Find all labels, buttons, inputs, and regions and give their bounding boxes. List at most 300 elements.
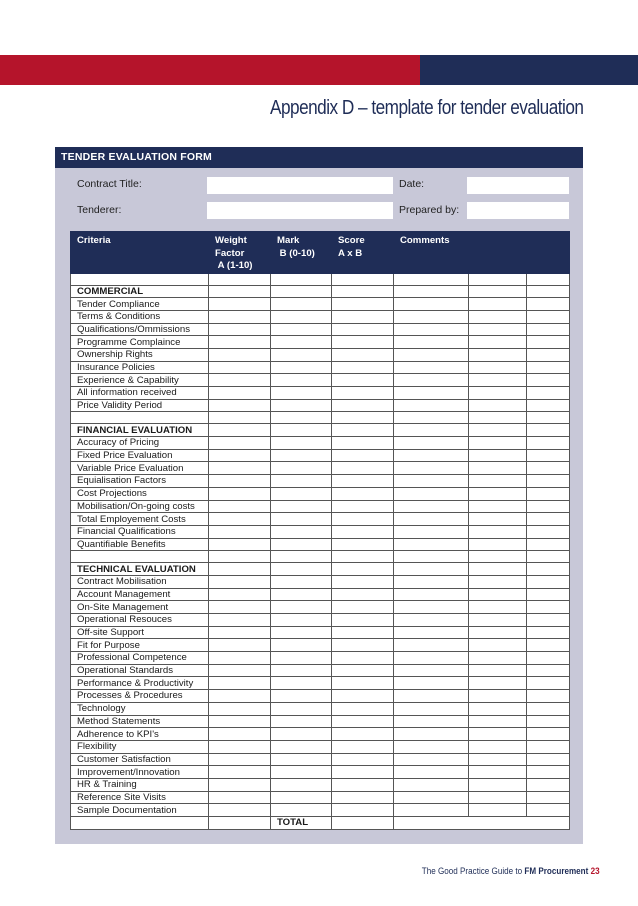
- table-row: [71, 513, 570, 526]
- input-cell[interactable]: [332, 690, 394, 703]
- input-cell[interactable]: [209, 575, 271, 588]
- input-cell[interactable]: [527, 525, 570, 538]
- input-cell[interactable]: [527, 551, 570, 563]
- input-cell[interactable]: [332, 475, 394, 488]
- input-cell[interactable]: [469, 374, 527, 387]
- input-cell[interactable]: [469, 614, 527, 627]
- input-cell[interactable]: [527, 449, 570, 462]
- prepared-by-field[interactable]: [467, 202, 569, 219]
- input-cell[interactable]: [332, 626, 394, 639]
- criteria-label: Professional Competence: [71, 652, 209, 665]
- input-cell[interactable]: [271, 399, 332, 412]
- input-cell[interactable]: [527, 791, 570, 804]
- input-cell[interactable]: [469, 348, 527, 361]
- input-cell[interactable]: [527, 285, 570, 298]
- input-cell[interactable]: [271, 336, 332, 349]
- table-row: [71, 399, 570, 412]
- input-cell[interactable]: [527, 626, 570, 639]
- input-cell[interactable]: [469, 500, 527, 513]
- input-cell[interactable]: [469, 766, 527, 779]
- input-cell[interactable]: [469, 715, 527, 728]
- input-cell[interactable]: [527, 601, 570, 614]
- input-cell[interactable]: [527, 437, 570, 450]
- input-cell[interactable]: [527, 323, 570, 336]
- input-cell[interactable]: [332, 310, 394, 323]
- input-cell[interactable]: [332, 500, 394, 513]
- table-row: [71, 348, 570, 361]
- input-cell[interactable]: [394, 753, 469, 766]
- input-cell[interactable]: [332, 804, 394, 817]
- input-cell[interactable]: [271, 778, 332, 791]
- input-cell[interactable]: [394, 412, 469, 424]
- table-row: [71, 336, 570, 349]
- input-cell[interactable]: [271, 575, 332, 588]
- input-cell[interactable]: [527, 740, 570, 753]
- input-cell[interactable]: [527, 310, 570, 323]
- input-cell[interactable]: [209, 475, 271, 488]
- input-cell[interactable]: [527, 753, 570, 766]
- input-cell[interactable]: [209, 626, 271, 639]
- input-cell[interactable]: [527, 424, 570, 437]
- input-cell[interactable]: [209, 336, 271, 349]
- input-cell[interactable]: [271, 348, 332, 361]
- input-cell[interactable]: [469, 575, 527, 588]
- input-cell[interactable]: [394, 778, 469, 791]
- input-cell[interactable]: [332, 323, 394, 336]
- criteria-label: Terms & Conditions: [71, 310, 209, 323]
- input-cell[interactable]: [271, 766, 332, 779]
- input-cell[interactable]: [332, 387, 394, 400]
- input-cell[interactable]: [527, 374, 570, 387]
- input-cell[interactable]: [527, 538, 570, 551]
- input-cell[interactable]: [209, 690, 271, 703]
- input-cell[interactable]: [332, 614, 394, 627]
- input-cell[interactable]: [394, 614, 469, 627]
- input-cell[interactable]: [209, 778, 271, 791]
- input-cell[interactable]: [394, 626, 469, 639]
- input-cell[interactable]: [271, 298, 332, 311]
- input-cell[interactable]: [469, 588, 527, 601]
- input-cell[interactable]: [394, 273, 469, 285]
- input-cell[interactable]: [469, 690, 527, 703]
- input-cell[interactable]: [527, 412, 570, 424]
- input-cell[interactable]: [394, 500, 469, 513]
- input-cell[interactable]: [394, 652, 469, 665]
- input-cell[interactable]: [469, 728, 527, 741]
- input-cell[interactable]: [394, 285, 469, 298]
- input-cell[interactable]: [469, 323, 527, 336]
- input-cell[interactable]: [469, 437, 527, 450]
- input-cell[interactable]: [469, 462, 527, 475]
- header-criteria: Criteria: [71, 232, 209, 274]
- table-row: [71, 323, 570, 336]
- input-cell[interactable]: [394, 690, 469, 703]
- section-title: COMMERCIAL: [71, 285, 209, 298]
- input-cell[interactable]: [527, 475, 570, 488]
- input-cell[interactable]: [394, 348, 469, 361]
- input-cell[interactable]: [527, 639, 570, 652]
- input-cell[interactable]: [209, 563, 271, 576]
- input-cell[interactable]: [271, 753, 332, 766]
- total-score-cell[interactable]: [332, 817, 394, 830]
- input-cell[interactable]: [527, 348, 570, 361]
- input-cell[interactable]: [332, 766, 394, 779]
- input-cell[interactable]: [271, 500, 332, 513]
- input-cell[interactable]: [209, 412, 271, 424]
- input-cell[interactable]: [271, 387, 332, 400]
- input-cell[interactable]: [271, 601, 332, 614]
- input-cell[interactable]: [527, 487, 570, 500]
- input-cell[interactable]: [209, 551, 271, 563]
- input-cell[interactable]: [394, 424, 469, 437]
- input-cell[interactable]: [332, 588, 394, 601]
- input-cell[interactable]: [469, 361, 527, 374]
- table-row: [71, 740, 570, 753]
- input-cell[interactable]: [469, 285, 527, 298]
- input-cell[interactable]: [527, 500, 570, 513]
- input-cell[interactable]: [271, 449, 332, 462]
- input-cell[interactable]: [332, 778, 394, 791]
- input-cell[interactable]: [209, 361, 271, 374]
- input-cell[interactable]: [209, 387, 271, 400]
- table-row: [71, 298, 570, 311]
- input-cell[interactable]: [209, 614, 271, 627]
- input-cell[interactable]: [332, 361, 394, 374]
- table-header-row: [71, 232, 570, 274]
- input-cell[interactable]: [332, 513, 394, 526]
- input-cell[interactable]: [209, 500, 271, 513]
- input-cell[interactable]: [271, 563, 332, 576]
- input-cell[interactable]: [209, 424, 271, 437]
- input-cell[interactable]: [527, 728, 570, 741]
- input-cell[interactable]: [209, 525, 271, 538]
- input-cell[interactable]: [394, 563, 469, 576]
- input-cell[interactable]: [209, 462, 271, 475]
- input-cell[interactable]: [394, 664, 469, 677]
- table-row: [71, 575, 570, 588]
- input-cell[interactable]: [527, 804, 570, 817]
- input-cell[interactable]: [469, 475, 527, 488]
- input-cell[interactable]: [271, 437, 332, 450]
- input-cell[interactable]: [271, 614, 332, 627]
- input-cell[interactable]: [394, 513, 469, 526]
- input-cell[interactable]: [209, 702, 271, 715]
- input-cell[interactable]: [332, 336, 394, 349]
- contract-title-field[interactable]: [207, 177, 393, 194]
- input-cell[interactable]: [209, 437, 271, 450]
- input-cell[interactable]: [527, 702, 570, 715]
- input-cell[interactable]: [394, 715, 469, 728]
- input-cell[interactable]: [394, 310, 469, 323]
- input-cell[interactable]: [271, 412, 332, 424]
- input-cell[interactable]: [332, 728, 394, 741]
- input-cell[interactable]: [271, 715, 332, 728]
- table-row: [71, 652, 570, 665]
- input-cell[interactable]: [209, 652, 271, 665]
- input-cell[interactable]: [527, 336, 570, 349]
- input-cell[interactable]: [332, 412, 394, 424]
- input-cell[interactable]: [394, 538, 469, 551]
- input-cell[interactable]: [469, 677, 527, 690]
- input-cell[interactable]: [271, 323, 332, 336]
- input-cell[interactable]: [209, 677, 271, 690]
- input-cell[interactable]: [209, 348, 271, 361]
- input-cell[interactable]: [332, 677, 394, 690]
- input-cell[interactable]: [469, 449, 527, 462]
- input-cell[interactable]: [394, 702, 469, 715]
- input-cell[interactable]: [209, 538, 271, 551]
- input-cell[interactable]: [332, 740, 394, 753]
- form-header: TENDER EVALUATION FORM: [55, 147, 583, 168]
- input-cell[interactable]: [527, 513, 570, 526]
- input-cell[interactable]: [332, 374, 394, 387]
- input-cell[interactable]: [271, 551, 332, 563]
- criteria-label: Ownership Rights: [71, 348, 209, 361]
- input-cell[interactable]: [469, 424, 527, 437]
- input-cell[interactable]: [469, 399, 527, 412]
- input-cell[interactable]: [394, 374, 469, 387]
- input-cell[interactable]: [271, 361, 332, 374]
- input-cell[interactable]: [209, 740, 271, 753]
- input-cell[interactable]: [527, 652, 570, 665]
- input-cell[interactable]: [527, 462, 570, 475]
- input-cell[interactable]: [527, 778, 570, 791]
- contract-title-label: Contract Title:: [77, 178, 142, 190]
- input-cell[interactable]: [271, 702, 332, 715]
- input-cell[interactable]: [271, 273, 332, 285]
- input-cell[interactable]: [332, 563, 394, 576]
- input-cell[interactable]: [209, 601, 271, 614]
- tenderer-field[interactable]: [207, 202, 393, 219]
- input-cell[interactable]: [209, 804, 271, 817]
- input-cell[interactable]: [271, 626, 332, 639]
- input-cell[interactable]: [209, 715, 271, 728]
- input-cell[interactable]: [469, 310, 527, 323]
- input-cell[interactable]: [209, 639, 271, 652]
- input-cell[interactable]: [394, 475, 469, 488]
- input-cell[interactable]: [469, 525, 527, 538]
- input-cell[interactable]: [332, 791, 394, 804]
- input-cell[interactable]: [394, 437, 469, 450]
- input-cell[interactable]: [209, 513, 271, 526]
- input-cell[interactable]: [209, 323, 271, 336]
- input-cell[interactable]: [394, 588, 469, 601]
- input-cell[interactable]: [394, 791, 469, 804]
- input-cell[interactable]: [469, 740, 527, 753]
- input-cell[interactable]: [469, 513, 527, 526]
- input-cell[interactable]: [271, 677, 332, 690]
- input-cell[interactable]: [209, 273, 271, 285]
- input-cell[interactable]: [394, 766, 469, 779]
- input-cell[interactable]: [332, 449, 394, 462]
- input-cell[interactable]: [527, 399, 570, 412]
- input-cell[interactable]: [469, 487, 527, 500]
- input-cell[interactable]: [527, 575, 570, 588]
- input-cell[interactable]: [332, 664, 394, 677]
- table-row: [71, 588, 570, 601]
- input-cell[interactable]: [271, 487, 332, 500]
- input-cell[interactable]: [271, 804, 332, 817]
- input-cell[interactable]: [332, 437, 394, 450]
- input-cell[interactable]: [394, 487, 469, 500]
- input-cell[interactable]: [209, 310, 271, 323]
- input-cell[interactable]: [209, 399, 271, 412]
- input-cell[interactable]: [209, 285, 271, 298]
- input-cell[interactable]: [527, 690, 570, 703]
- input-cell[interactable]: [209, 588, 271, 601]
- table-row: [71, 310, 570, 323]
- input-cell[interactable]: [527, 664, 570, 677]
- input-cell[interactable]: [469, 639, 527, 652]
- input-cell[interactable]: [209, 728, 271, 741]
- input-cell[interactable]: [469, 273, 527, 285]
- input-cell[interactable]: [394, 399, 469, 412]
- criteria-label: Financial Qualifications: [71, 525, 209, 538]
- input-cell[interactable]: [271, 475, 332, 488]
- input-cell[interactable]: [332, 715, 394, 728]
- section-row-technical: [71, 563, 570, 576]
- input-cell[interactable]: [469, 551, 527, 563]
- input-cell[interactable]: [527, 614, 570, 627]
- input-cell[interactable]: [332, 575, 394, 588]
- input-cell[interactable]: [332, 285, 394, 298]
- input-cell[interactable]: [527, 563, 570, 576]
- criteria-label: Fixed Price Evaluation: [71, 449, 209, 462]
- input-cell[interactable]: [469, 778, 527, 791]
- input-cell[interactable]: [469, 336, 527, 349]
- total-comments-cell[interactable]: [394, 817, 570, 830]
- input-cell[interactable]: [332, 273, 394, 285]
- input-cell[interactable]: [332, 753, 394, 766]
- input-cell[interactable]: [271, 525, 332, 538]
- input-cell[interactable]: [469, 601, 527, 614]
- input-cell[interactable]: [271, 538, 332, 551]
- table-row: [71, 437, 570, 450]
- input-cell[interactable]: [332, 639, 394, 652]
- input-cell[interactable]: [527, 298, 570, 311]
- criteria-label: Technology: [71, 702, 209, 715]
- input-cell[interactable]: [394, 804, 469, 817]
- input-cell[interactable]: [394, 525, 469, 538]
- section-title: FINANCIAL EVALUATION: [71, 424, 209, 437]
- input-cell[interactable]: [469, 753, 527, 766]
- date-field[interactable]: [467, 177, 569, 194]
- input-cell[interactable]: [332, 652, 394, 665]
- input-cell[interactable]: [209, 791, 271, 804]
- input-cell[interactable]: [332, 538, 394, 551]
- table-row: [71, 728, 570, 741]
- input-cell[interactable]: [394, 551, 469, 563]
- input-cell[interactable]: [394, 361, 469, 374]
- criteria-label: Off-site Support: [71, 626, 209, 639]
- input-cell[interactable]: [527, 361, 570, 374]
- input-cell[interactable]: [469, 387, 527, 400]
- input-cell[interactable]: [271, 740, 332, 753]
- input-cell[interactable]: [394, 387, 469, 400]
- input-cell[interactable]: [394, 601, 469, 614]
- input-cell[interactable]: [271, 374, 332, 387]
- input-cell[interactable]: [209, 374, 271, 387]
- table-row: [71, 804, 570, 817]
- input-cell[interactable]: [469, 652, 527, 665]
- input-cell[interactable]: [271, 690, 332, 703]
- header-red-band: [0, 55, 420, 85]
- input-cell[interactable]: [469, 702, 527, 715]
- input-cell[interactable]: [271, 639, 332, 652]
- input-cell[interactable]: [332, 399, 394, 412]
- input-cell[interactable]: [469, 664, 527, 677]
- input-cell[interactable]: [527, 387, 570, 400]
- input-cell[interactable]: [332, 298, 394, 311]
- input-cell[interactable]: [332, 462, 394, 475]
- input-cell[interactable]: [394, 449, 469, 462]
- input-cell[interactable]: [394, 336, 469, 349]
- input-cell[interactable]: [394, 677, 469, 690]
- criteria-label: Customer Satisfaction: [71, 753, 209, 766]
- input-cell[interactable]: [271, 310, 332, 323]
- input-cell[interactable]: [527, 715, 570, 728]
- spacer-row: [71, 412, 570, 424]
- input-cell[interactable]: [209, 298, 271, 311]
- input-cell[interactable]: [209, 664, 271, 677]
- section-row-financial: [71, 424, 570, 437]
- input-cell[interactable]: [332, 487, 394, 500]
- table-row: [71, 462, 570, 475]
- total-label: TOTAL: [271, 817, 332, 830]
- input-cell[interactable]: [209, 449, 271, 462]
- input-cell[interactable]: [332, 702, 394, 715]
- input-cell[interactable]: [271, 424, 332, 437]
- input-cell[interactable]: [527, 273, 570, 285]
- input-cell[interactable]: [332, 551, 394, 563]
- input-cell[interactable]: [271, 728, 332, 741]
- input-cell[interactable]: [469, 626, 527, 639]
- input-cell[interactable]: [209, 766, 271, 779]
- input-cell[interactable]: [527, 766, 570, 779]
- input-cell[interactable]: [394, 323, 469, 336]
- input-cell[interactable]: [209, 487, 271, 500]
- input-cell[interactable]: [271, 664, 332, 677]
- input-cell[interactable]: [332, 601, 394, 614]
- input-cell[interactable]: [209, 753, 271, 766]
- input-cell[interactable]: [394, 298, 469, 311]
- input-cell[interactable]: [271, 285, 332, 298]
- input-cell[interactable]: [527, 588, 570, 601]
- input-cell[interactable]: [469, 538, 527, 551]
- input-cell[interactable]: [469, 298, 527, 311]
- input-cell[interactable]: [469, 412, 527, 424]
- input-cell[interactable]: [271, 588, 332, 601]
- input-cell[interactable]: [271, 462, 332, 475]
- input-cell[interactable]: [394, 728, 469, 741]
- input-cell[interactable]: [469, 563, 527, 576]
- input-cell[interactable]: [394, 575, 469, 588]
- input-cell[interactable]: [332, 348, 394, 361]
- input-cell[interactable]: [332, 424, 394, 437]
- input-cell[interactable]: [469, 804, 527, 817]
- input-cell[interactable]: [469, 791, 527, 804]
- input-cell[interactable]: [332, 525, 394, 538]
- page-title: Appendix D – template for tender evaluation: [269, 97, 583, 119]
- criteria-label: Programme Complaince: [71, 336, 209, 349]
- input-cell[interactable]: [527, 677, 570, 690]
- input-cell[interactable]: [394, 639, 469, 652]
- input-cell[interactable]: [394, 462, 469, 475]
- input-cell[interactable]: [271, 513, 332, 526]
- input-cell[interactable]: [271, 652, 332, 665]
- input-cell[interactable]: [271, 791, 332, 804]
- input-cell[interactable]: [394, 740, 469, 753]
